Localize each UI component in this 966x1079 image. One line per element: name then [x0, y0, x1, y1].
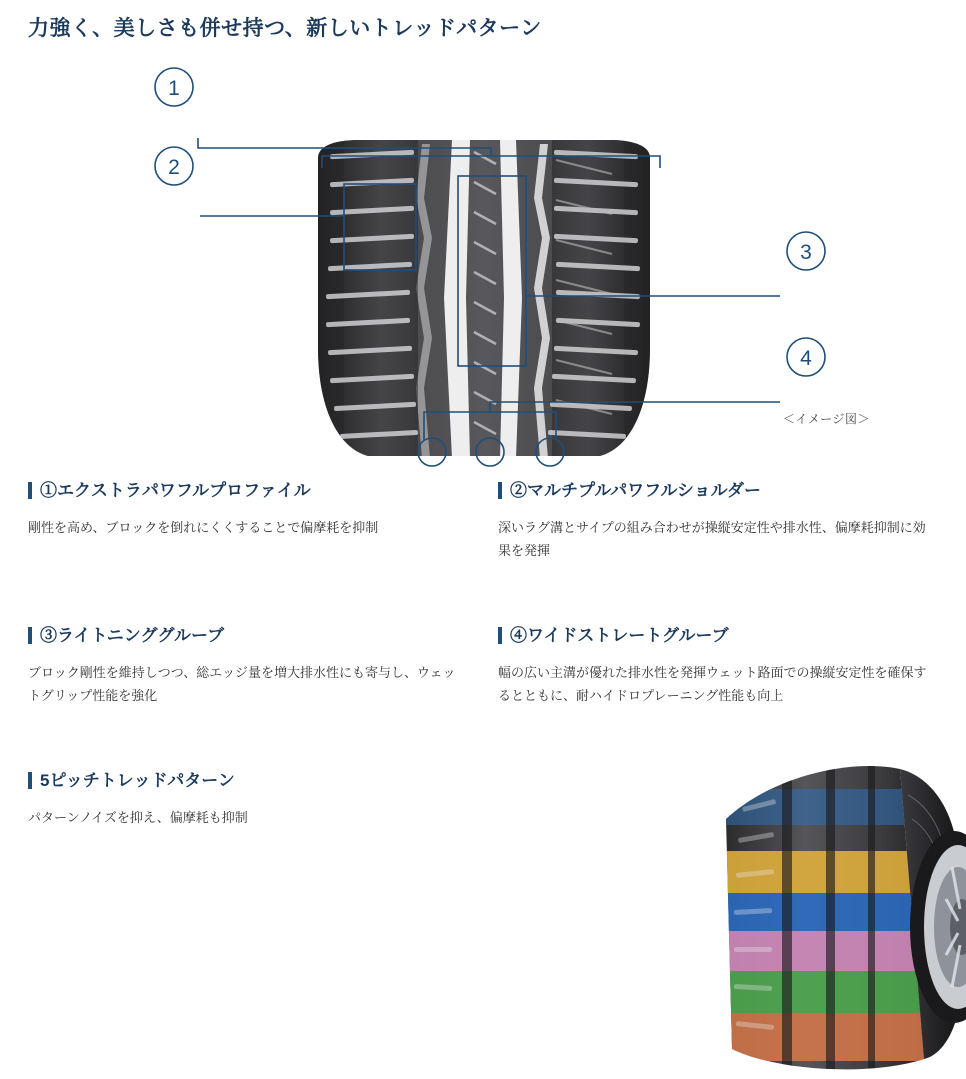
- feature-5-heading: 5ピッチトレッドパターン: [28, 770, 468, 792]
- feature-item-5: [28, 770, 468, 830]
- feature-2-heading: ②マルチプルパワフルショルダー: [498, 480, 938, 502]
- callout-number-3: [787, 232, 825, 270]
- page-title: 力強く、美しさも併せ持つ、新しいトレッドパターン: [28, 17, 542, 40]
- feature-3-heading: ③ライトニンググルーブ: [28, 625, 468, 647]
- feature-4-body: 幅の広い主溝が優れた排水性を発揮ウェット路面での操縦安定性を確保するとともに、耐ハイドロプレーニング性能も向上: [498, 665, 927, 703]
- feature-item-2: [498, 480, 938, 563]
- feature-item-1: [28, 480, 468, 540]
- feature-item-4: [498, 625, 938, 708]
- svg-text:2: 2: [168, 156, 180, 179]
- image-note: ＜イメージ図＞: [782, 412, 870, 426]
- feature-4-heading: ④ワイドストレートグルーブ: [498, 625, 938, 647]
- callout-number-1: [155, 68, 193, 106]
- svg-text:3: 3: [800, 241, 812, 264]
- pitch-variation-tire-photo: [686, 759, 966, 1079]
- feature-item-3: [28, 625, 468, 708]
- feature-1-heading: ①エクストラパワフルプロファイル: [28, 480, 468, 502]
- feature-2-body: 深いラグ溝とサイプの組み合わせが操縦安定性や排水性、偏摩耗抑制に効果を発揮: [498, 520, 926, 558]
- svg-text:1: 1: [168, 77, 180, 100]
- feature-1-body: 剛性を高め、ブロックを倒れにくくすることで偏摩耗を抑制: [28, 520, 379, 536]
- svg-text:4: 4: [800, 347, 812, 370]
- callout-number-2: [155, 147, 193, 185]
- callout-number-4: [787, 338, 825, 376]
- feature-3-body: ブロック剛性を維持しつつ、総エッジ量を増大排水性にも寄与し、ウェットグリップ性能を強化: [28, 665, 456, 703]
- feature-5-body: パターンノイズを抑え、偏摩耗も抑制: [28, 810, 248, 826]
